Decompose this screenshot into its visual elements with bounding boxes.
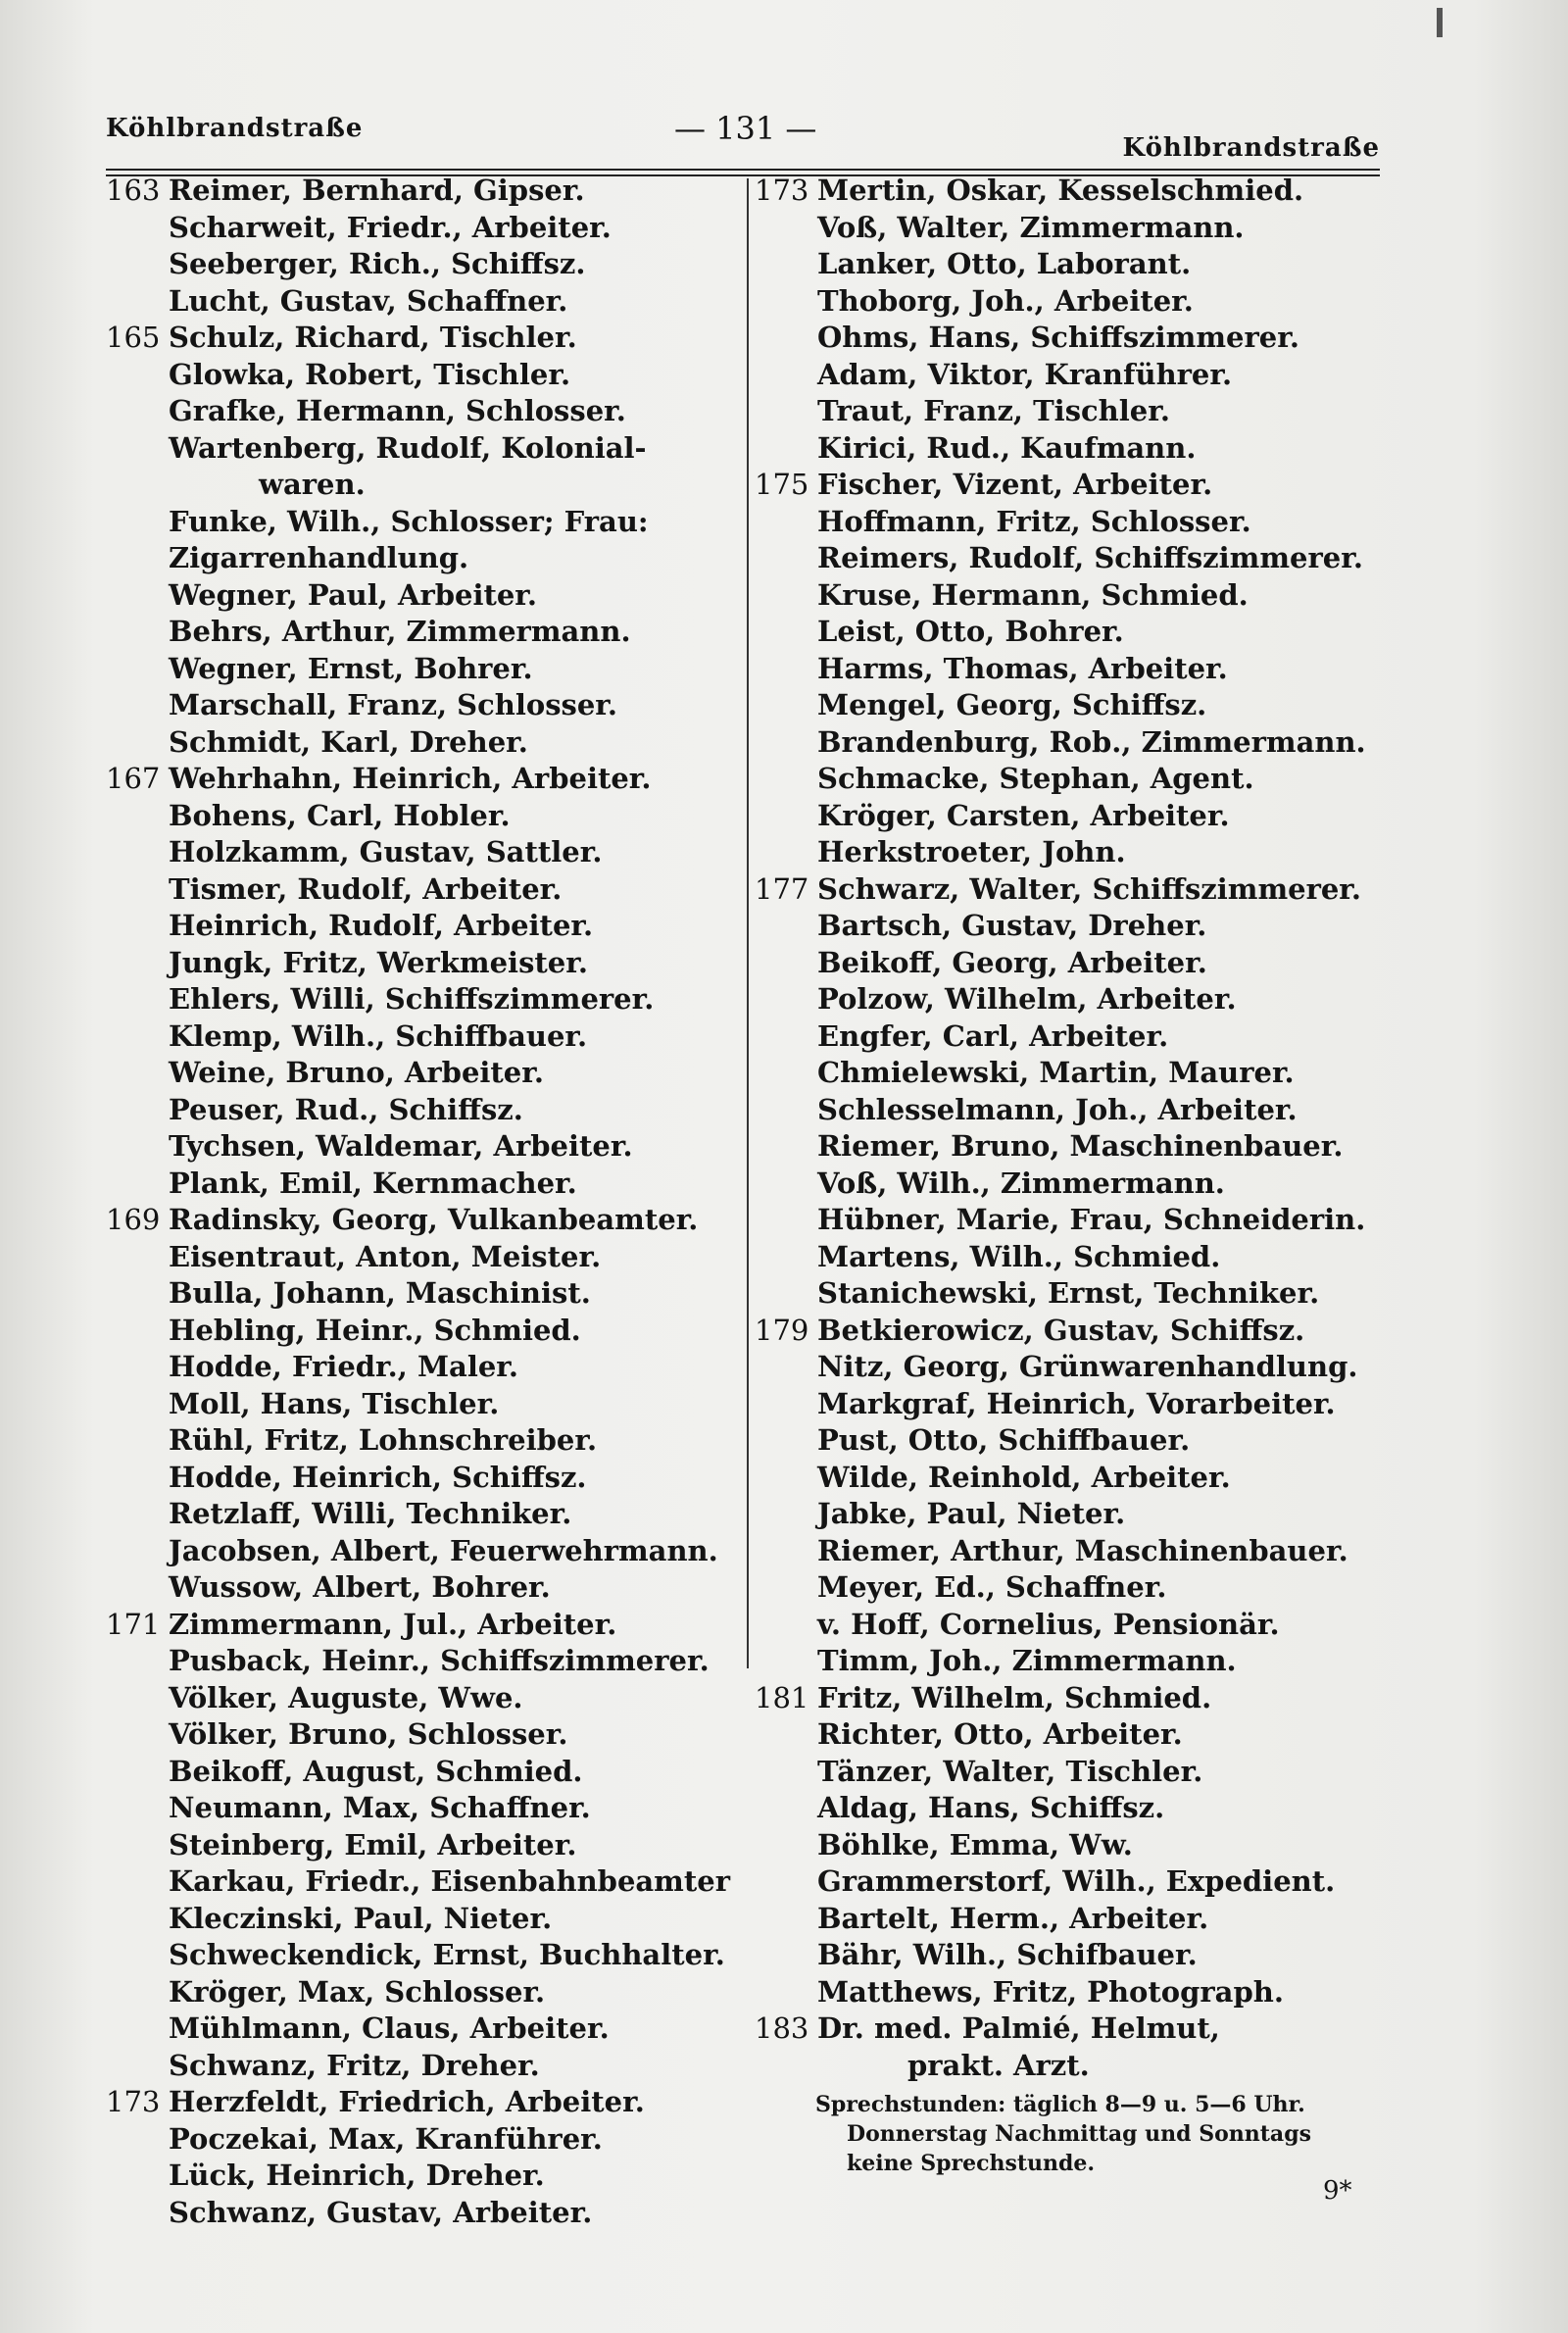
resident-name: Marschall, Franz, Schlosser. xyxy=(169,688,618,721)
resident-name: v. Hoff, Cornelius, Pensionär. xyxy=(817,1607,1280,1641)
directory-entry xyxy=(755,1937,1382,1974)
directory-entry xyxy=(106,430,743,468)
directory-entry xyxy=(755,1386,1382,1423)
resident-name: Betkierowicz, Gustav, Schiffsz. xyxy=(817,1313,1305,1347)
resident-name: Seeberger, Rich., Schiffsz. xyxy=(169,247,586,280)
resident-name: Glowka, Robert, Tischler. xyxy=(169,357,571,391)
resident-name: Mühlmann, Claus, Arbeiter. xyxy=(169,2011,610,2045)
directory-entry xyxy=(106,2195,743,2232)
resident-name: Ehlers, Willi, Schiffszimmerer. xyxy=(169,982,655,1016)
directory-entry xyxy=(755,1863,1382,1901)
directory-entry xyxy=(755,1128,1382,1166)
resident-name: Zigarrenhandlung. xyxy=(169,541,469,574)
resident-name: Heinrich, Rudolf, Arbeiter. xyxy=(169,909,594,942)
resident-name: Wegner, Paul, Arbeiter. xyxy=(169,577,538,612)
resident-name: Pust, Otto, Schiffbauer. xyxy=(817,1423,1191,1457)
resident-name: waren. xyxy=(259,468,366,501)
signature-mark: 9* xyxy=(1323,2176,1352,2206)
resident-name: Dr. med. Palmié, Helmut, xyxy=(817,2011,1220,2045)
directory-entry xyxy=(106,834,743,871)
resident-name: Wilde, Reinhold, Arbeiter. xyxy=(817,1460,1231,1494)
resident-name: Martens, Wilh., Schmied. xyxy=(817,1239,1221,1273)
resident-name: Riemer, Arthur, Maschinenbauer. xyxy=(817,1533,1348,1567)
directory-entry xyxy=(106,1827,743,1864)
directory-entry xyxy=(755,1092,1382,1129)
resident-name: Schwanz, Gustav, Arbeiter. xyxy=(169,2195,593,2229)
directory-entry xyxy=(106,467,743,504)
resident-name: Bartelt, Herm., Arbeiter. xyxy=(817,1901,1209,1935)
resident-name: Reimers, Rudolf, Schiffszimmerer. xyxy=(817,541,1363,574)
resident-name: Moll, Hans, Tischler. xyxy=(169,1386,500,1420)
resident-name: Poczekai, Max, Kranführer. xyxy=(169,2121,603,2156)
directory-entry xyxy=(106,2158,743,2195)
directory-entry xyxy=(755,2048,1382,2085)
directory-entry xyxy=(755,1569,1382,1607)
resident-name: Herkstroeter, John. xyxy=(817,835,1126,869)
house-number: 183 xyxy=(755,2011,809,2045)
directory-entry xyxy=(106,1018,743,1056)
directory-entry xyxy=(106,2010,743,2048)
resident-name: Jabke, Paul, Nieter. xyxy=(817,1497,1126,1530)
resident-name: Leist, Otto, Bohrer. xyxy=(817,615,1124,648)
resident-name: Markgraf, Heinrich, Vorarbeiter. xyxy=(817,1386,1336,1420)
left-column xyxy=(106,173,743,2231)
resident-name: Bähr, Wilh., Schifbauer. xyxy=(817,1938,1198,1971)
directory-entry xyxy=(106,540,743,577)
office-hours-note xyxy=(815,2090,1384,2178)
directory-entry xyxy=(755,1716,1382,1754)
directory-entry xyxy=(755,798,1382,835)
directory-entry xyxy=(106,2048,743,2085)
directory-entry xyxy=(106,1863,743,1901)
directory-entry xyxy=(106,2121,743,2159)
resident-name: Steinberg, Emil, Arbeiter. xyxy=(169,1827,577,1861)
directory-entry xyxy=(106,577,743,615)
directory-entry xyxy=(755,981,1382,1018)
directory-entry xyxy=(755,761,1382,798)
resident-name: Voß, Wilh., Zimmermann. xyxy=(817,1166,1225,1200)
resident-name: Ohms, Hans, Schiffszimmerer. xyxy=(817,321,1299,354)
directory-entry xyxy=(106,357,743,394)
resident-name: Stanichewski, Ernst, Techniker. xyxy=(817,1276,1320,1310)
directory-entry xyxy=(106,1643,743,1680)
house-number: 181 xyxy=(755,1680,809,1714)
directory-entry xyxy=(106,981,743,1018)
resident-name: Schlesselmann, Joh., Arbeiter. xyxy=(817,1092,1298,1126)
directory-entry xyxy=(755,1533,1382,1570)
directory-entry xyxy=(106,798,743,835)
resident-name: Hodde, Heinrich, Schiffsz. xyxy=(169,1460,587,1494)
directory-entry xyxy=(755,1496,1382,1533)
directory-entry xyxy=(755,504,1382,541)
resident-name: Lück, Heinrich, Dreher. xyxy=(169,2159,545,2192)
directory-entry xyxy=(106,1533,743,1570)
resident-name: Fritz, Wilhelm, Schmied. xyxy=(817,1680,1212,1714)
resident-name: Richter, Otto, Arbeiter. xyxy=(817,1717,1183,1751)
resident-name: Tismer, Rudolf, Arbeiter. xyxy=(169,871,563,906)
directory-entry xyxy=(106,1386,743,1423)
directory-entry xyxy=(106,1607,743,1644)
house-number: 173 xyxy=(106,2085,161,2118)
directory-entry xyxy=(755,1275,1382,1313)
resident-name: Eisentraut, Anton, Meister. xyxy=(169,1239,602,1273)
directory-entry xyxy=(106,1239,743,1276)
directory-entry xyxy=(755,1680,1382,1717)
resident-name: Brandenburg, Rob., Zimmermann. xyxy=(817,724,1366,759)
resident-name: Klemp, Wilh., Schiffbauer. xyxy=(169,1018,588,1053)
directory-entry xyxy=(755,393,1382,430)
directory-entry xyxy=(106,1166,743,1203)
directory-entry xyxy=(755,1422,1382,1460)
directory-entry xyxy=(106,651,743,688)
directory-entry xyxy=(755,1974,1382,2011)
resident-name: Meyer, Ed., Schaffner. xyxy=(817,1570,1167,1604)
office-hours-line: keine Sprechstunde. xyxy=(847,2151,1096,2176)
directory-entry xyxy=(755,945,1382,982)
resident-name: Herzfeldt, Friedrich, Arbeiter. xyxy=(169,2085,645,2118)
directory-entry xyxy=(755,1239,1382,1276)
directory-entry xyxy=(755,173,1382,210)
resident-name: Karkau, Friedr., Eisenbahnbeamter xyxy=(169,1864,730,1898)
directory-entry xyxy=(106,283,743,321)
resident-name: Kröger, Max, Schlosser. xyxy=(169,1974,546,2009)
directory-entry xyxy=(755,1055,1382,1092)
house-number: 169 xyxy=(106,1203,161,1236)
directory-entry xyxy=(106,1754,743,1791)
resident-name: Böhlke, Emma, Ww. xyxy=(817,1827,1133,1861)
resident-name: Scharweit, Friedr., Arbeiter. xyxy=(169,210,612,244)
resident-name: Aldag, Hans, Schiffsz. xyxy=(817,1791,1165,1824)
directory-entry xyxy=(106,2084,743,2121)
directory-entry xyxy=(755,577,1382,615)
resident-name: Retzlaff, Willi, Techniker. xyxy=(169,1497,572,1530)
directory-entry xyxy=(755,651,1382,688)
directory-entry xyxy=(755,1166,1382,1203)
directory-entry xyxy=(106,1422,743,1460)
resident-name: Tänzer, Walter, Tischler. xyxy=(817,1754,1203,1788)
resident-name: Mengel, Georg, Schiffsz. xyxy=(817,688,1207,721)
resident-name: Wussow, Albert, Bohrer. xyxy=(169,1570,551,1604)
house-number: 165 xyxy=(106,321,161,354)
directory-entry xyxy=(106,1680,743,1717)
directory-entry xyxy=(755,210,1382,247)
house-number: 163 xyxy=(106,174,161,207)
scan-mark xyxy=(1437,8,1443,37)
directory-entry xyxy=(106,1974,743,2011)
resident-name: Holzkamm, Gustav, Sattler. xyxy=(169,835,603,869)
office-hours-line: Sprechstunden: täglich 8—9 u. 5—6 Uhr. xyxy=(815,2092,1305,2117)
running-head-left: Köhlbrandstraße xyxy=(106,114,364,143)
directory-entry xyxy=(106,1496,743,1533)
directory-entry xyxy=(755,2010,1382,2048)
house-number: 177 xyxy=(755,871,809,906)
directory-entry xyxy=(106,1716,743,1754)
resident-name: Schweckendick, Ernst, Buchhalter. xyxy=(169,1938,725,1971)
resident-name: Mertin, Oskar, Kesselschmied. xyxy=(817,174,1304,207)
resident-name: Voß, Walter, Zimmermann. xyxy=(817,210,1245,244)
directory-entry xyxy=(106,687,743,724)
directory-entry xyxy=(106,504,743,541)
resident-name: Jacobsen, Albert, Feuerwehrmann. xyxy=(169,1533,718,1567)
resident-name: Jungk, Fritz, Werkmeister. xyxy=(169,945,588,979)
resident-name: Pusback, Heinr., Schiffszimmerer. xyxy=(169,1644,710,1677)
resident-name: Traut, Franz, Tischler. xyxy=(817,394,1170,427)
page-number: — 131 — xyxy=(674,110,817,147)
resident-name: Hodde, Friedr., Maler. xyxy=(169,1350,519,1383)
directory-entry xyxy=(755,908,1382,945)
resident-name: Thoborg, Joh., Arbeiter. xyxy=(817,283,1194,318)
resident-name: Rühl, Fritz, Lohnschreiber. xyxy=(169,1423,598,1457)
resident-name: Matthews, Fritz, Photograph. xyxy=(817,1974,1284,2009)
directory-entry xyxy=(106,1055,743,1092)
resident-name: prakt. Arzt. xyxy=(907,2048,1090,2082)
resident-name: Kröger, Carsten, Arbeiter. xyxy=(817,798,1230,832)
directory-entry xyxy=(106,614,743,651)
resident-name: Kirici, Rud., Kaufmann. xyxy=(817,430,1197,465)
resident-name: Hebling, Heinr., Schmied. xyxy=(169,1313,581,1347)
house-number: 171 xyxy=(106,1607,161,1641)
running-head-right: Köhlbrandstraße xyxy=(1122,133,1380,163)
directory-entry xyxy=(755,320,1382,357)
house-number: 173 xyxy=(755,174,809,207)
resident-name: Peuser, Rud., Schiffsz. xyxy=(169,1092,523,1126)
page-header xyxy=(106,110,1380,163)
resident-name: Völker, Bruno, Schlosser. xyxy=(169,1717,568,1751)
resident-name: Adam, Viktor, Kranführer. xyxy=(817,357,1233,391)
resident-name: Bohens, Carl, Hobler. xyxy=(169,798,511,832)
directory-entry xyxy=(106,320,743,357)
directory-entry xyxy=(106,1128,743,1166)
directory-entry xyxy=(106,1569,743,1607)
resident-name: Reimer, Bernhard, Gipser. xyxy=(169,174,585,207)
resident-name: Behrs, Arthur, Zimmermann. xyxy=(169,615,631,648)
directory-entry xyxy=(755,430,1382,468)
directory-entry xyxy=(755,1901,1382,1938)
resident-name: Fischer, Vizent, Arbeiter. xyxy=(817,468,1213,501)
resident-name: Engfer, Carl, Arbeiter. xyxy=(817,1018,1169,1053)
resident-name: Funke, Wilh., Schlosser; Frau: xyxy=(169,504,649,538)
right-column xyxy=(755,173,1382,2084)
directory-entry xyxy=(755,357,1382,394)
directory-entry xyxy=(755,283,1382,321)
resident-name: Kleczinski, Paul, Nieter. xyxy=(169,1901,553,1935)
resident-name: Schwanz, Fritz, Dreher. xyxy=(169,2048,540,2082)
directory-entry xyxy=(106,1092,743,1129)
resident-name: Kruse, Hermann, Schmied. xyxy=(817,577,1249,612)
directory-entry xyxy=(106,1790,743,1827)
directory-entry xyxy=(755,1018,1382,1056)
house-number: 179 xyxy=(755,1313,809,1347)
directory-entry xyxy=(755,246,1382,283)
directory-entry xyxy=(755,1643,1382,1680)
directory-entry xyxy=(755,1349,1382,1386)
resident-name: Schwarz, Walter, Schiffszimmerer. xyxy=(817,871,1362,906)
directory-entry xyxy=(755,1754,1382,1791)
resident-name: Neumann, Max, Schaffner. xyxy=(169,1791,591,1824)
resident-name: Beikoff, August, Schmied. xyxy=(169,1754,583,1788)
resident-name: Beikoff, Georg, Arbeiter. xyxy=(817,945,1207,979)
directory-entry xyxy=(106,945,743,982)
resident-name: Tychsen, Waldemar, Arbeiter. xyxy=(169,1129,633,1163)
resident-name: Grammerstorf, Wilh., Expedient. xyxy=(817,1864,1336,1898)
resident-name: Bulla, Johann, Maschinist. xyxy=(169,1276,591,1310)
resident-name: Wartenberg, Rudolf, Kolonial- xyxy=(169,430,647,465)
column-divider xyxy=(747,178,749,1668)
directory-entry xyxy=(106,1349,743,1386)
directory-entry xyxy=(755,1460,1382,1497)
resident-name: Plank, Emil, Kernmacher. xyxy=(169,1166,577,1200)
resident-name: Wegner, Ernst, Bohrer. xyxy=(169,651,533,685)
resident-name: Riemer, Bruno, Maschinenbauer. xyxy=(817,1129,1344,1163)
directory-entry xyxy=(106,1937,743,1974)
resident-name: Lucht, Gustav, Schaffner. xyxy=(169,283,568,318)
directory-entry xyxy=(755,724,1382,762)
directory-entry xyxy=(106,1313,743,1350)
resident-name: Weine, Bruno, Arbeiter. xyxy=(169,1056,544,1089)
resident-name: Lanker, Otto, Laborant. xyxy=(817,247,1192,280)
directory-entry xyxy=(755,871,1382,909)
directory-entry xyxy=(106,173,743,210)
resident-name: Schulz, Richard, Tischler. xyxy=(169,321,577,354)
directory-entry xyxy=(106,1275,743,1313)
resident-name: Grafke, Hermann, Schlosser. xyxy=(169,394,626,427)
resident-name: Hübner, Marie, Frau, Schneiderin. xyxy=(817,1203,1366,1236)
directory-entry xyxy=(755,687,1382,724)
resident-name: Wehrhahn, Heinrich, Arbeiter. xyxy=(169,762,652,795)
directory-entry xyxy=(106,761,743,798)
resident-name: Polzow, Wilhelm, Arbeiter. xyxy=(817,982,1237,1016)
directory-entry xyxy=(755,834,1382,871)
directory-entry xyxy=(106,724,743,762)
directory-entry xyxy=(106,1202,743,1239)
directory-entry xyxy=(106,393,743,430)
resident-name: Völker, Auguste, Wwe. xyxy=(169,1680,523,1714)
resident-name: Schmidt, Karl, Dreher. xyxy=(169,724,528,759)
directory-entry xyxy=(755,1790,1382,1827)
resident-name: Nitz, Georg, Grünwarenhandlung. xyxy=(817,1350,1358,1383)
directory-entry xyxy=(106,1901,743,1938)
resident-name: Harms, Thomas, Arbeiter. xyxy=(817,651,1228,685)
directory-entry xyxy=(755,614,1382,651)
resident-name: Timm, Joh., Zimmermann. xyxy=(817,1644,1237,1677)
resident-name: Zimmermann, Jul., Arbeiter. xyxy=(169,1607,617,1641)
directory-entry xyxy=(106,210,743,247)
header-rule xyxy=(106,169,1380,171)
resident-name: Bartsch, Gustav, Dreher. xyxy=(817,909,1207,942)
directory-entry xyxy=(755,1202,1382,1239)
directory-entry xyxy=(755,1607,1382,1644)
directory-entry xyxy=(106,246,743,283)
directory-entry xyxy=(755,1313,1382,1350)
directory-entry xyxy=(755,467,1382,504)
directory-entry xyxy=(755,1827,1382,1864)
house-number: 167 xyxy=(106,762,161,795)
directory-entry xyxy=(106,871,743,909)
office-hours-line: Donnerstag Nachmittag und Sonntags xyxy=(847,2121,1311,2147)
resident-name: Chmielewski, Martin, Maurer. xyxy=(817,1056,1295,1089)
resident-name: Schmacke, Stephan, Agent. xyxy=(817,762,1254,795)
directory-entry xyxy=(755,540,1382,577)
resident-name: Hoffmann, Fritz, Schlosser. xyxy=(817,504,1251,538)
resident-name: Radinsky, Georg, Vulkanbeamter. xyxy=(169,1203,699,1236)
directory-entry xyxy=(106,908,743,945)
directory-entry xyxy=(106,1460,743,1497)
house-number: 175 xyxy=(755,468,809,501)
